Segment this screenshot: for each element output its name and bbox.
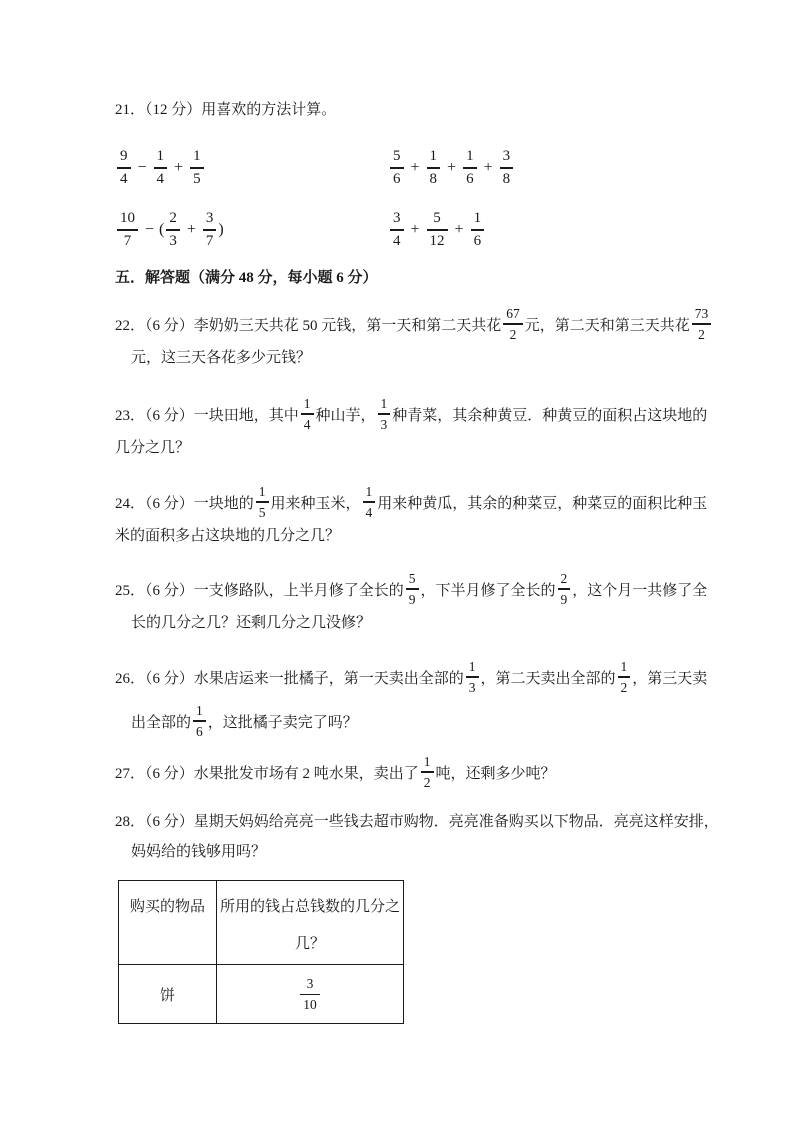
text-segment: 22．（6 分）李奶奶三天共花 50 元钱，第一天和第二天共花	[115, 317, 502, 334]
fraction	[190, 149, 204, 186]
fraction	[466, 660, 479, 694]
table-row	[119, 965, 404, 1024]
fraction-bar	[193, 720, 206, 721]
fraction-numerator: 1	[258, 483, 266, 499]
fraction-numerator: 10	[120, 210, 135, 227]
operator: +	[174, 159, 184, 176]
fraction-bar	[378, 413, 391, 414]
fraction-denominator: 3	[468, 679, 476, 695]
text-segment: 吨，还剩多少吨？	[435, 765, 556, 782]
question-22	[115, 302, 715, 366]
question-line	[115, 835, 715, 865]
question-line	[115, 567, 715, 611]
questions-list	[115, 302, 719, 865]
fraction-denominator: 9	[560, 591, 568, 607]
expression	[388, 149, 515, 186]
text-segment: 长的几分之几？还剩几分之几没修？	[131, 614, 372, 631]
fraction	[500, 149, 514, 186]
question-line	[115, 392, 715, 436]
fraction-bar	[363, 501, 376, 502]
fraction-denominator: 6	[196, 723, 203, 739]
question-23	[115, 392, 715, 456]
text-segment: 用来种玉米，	[270, 495, 361, 512]
operator: +	[186, 221, 196, 238]
question-26	[115, 655, 715, 743]
fraction-bar	[427, 167, 441, 168]
fraction-denominator: 4	[156, 170, 165, 187]
question-line	[115, 655, 715, 699]
expression-row	[115, 146, 715, 190]
question-21-expressions	[115, 146, 715, 252]
expression	[388, 211, 486, 248]
fraction-bar	[390, 167, 404, 168]
fraction	[378, 397, 391, 431]
fraction-denominator: 2	[509, 326, 517, 342]
table-header-row	[119, 881, 404, 965]
question-line	[115, 302, 715, 346]
operator: −	[145, 221, 155, 238]
fraction-numerator: 1	[193, 148, 201, 165]
fraction-denominator: 2	[620, 679, 628, 695]
fraction-bar	[503, 323, 523, 324]
fraction-numerator: 1	[468, 658, 476, 674]
text-segment: 26．（6 分）水果店运来一批橘子，第一天卖出全部的	[115, 670, 464, 687]
fraction-numerator: 3	[306, 976, 314, 992]
fraction	[117, 211, 138, 248]
fraction-denominator: 5	[193, 170, 201, 187]
fraction-denominator: 2	[423, 774, 431, 790]
fraction-numerator: 9	[120, 148, 128, 165]
fraction-bar	[692, 323, 712, 324]
text-segment: 28．（6 分）星期天妈妈给亮亮一些钱去超市购物．亮亮准备购买以下物品．亮亮这样安排，	[115, 813, 719, 830]
fraction-numerator: 1	[423, 753, 431, 769]
text-segment: 27．（6 分）水果批发市场有 2 吨水果，卖出了	[115, 765, 419, 782]
question-line	[115, 436, 715, 456]
fraction-bar	[154, 167, 168, 168]
fraction-numerator: 1	[473, 210, 482, 227]
fraction-numerator: 1	[196, 702, 203, 718]
fraction-numerator: 2	[560, 570, 568, 586]
fraction-numerator: 5	[408, 570, 416, 586]
fraction-bar	[203, 229, 217, 230]
expression	[115, 149, 388, 186]
fraction-numerator: 1	[380, 395, 388, 411]
question-line	[115, 805, 719, 835]
text-segment: (	[159, 221, 165, 238]
text-segment: ，第二天卖出全部的	[480, 670, 616, 687]
fraction-denominator: 7	[123, 232, 132, 249]
fraction-bar	[466, 676, 479, 677]
fraction-bar	[421, 771, 434, 772]
fraction-denominator: 7	[205, 232, 214, 249]
fraction-bar	[618, 676, 631, 677]
text-segment: 米的面积多占这块地的几分之几？	[115, 527, 341, 544]
text-segment: 种青菜，其余种黄豆．种黄豆的面积占这块地的	[392, 407, 708, 424]
fraction	[618, 660, 631, 694]
fraction	[256, 485, 269, 519]
question-21-title: 21．（12 分）用喜欢的方法计算。	[115, 102, 337, 118]
fraction	[692, 307, 712, 341]
fraction-bar	[471, 229, 485, 230]
fraction-numerator: 1	[303, 395, 311, 411]
fraction	[390, 149, 404, 186]
fraction	[406, 572, 419, 606]
fraction-bar	[463, 167, 477, 168]
fraction	[427, 149, 441, 186]
fraction-numerator: 3	[502, 148, 511, 165]
fraction	[301, 397, 314, 431]
fraction-denominator: 4	[393, 232, 401, 249]
page-content	[115, 100, 719, 1024]
fraction	[503, 307, 523, 341]
text-segment: ，这个月一共修了全	[572, 582, 708, 599]
fraction-numerator: 2	[169, 210, 177, 227]
item-cell: 饼	[119, 965, 217, 1024]
question-line	[115, 480, 715, 524]
fraction-denominator: 8	[502, 170, 511, 187]
fraction	[471, 211, 485, 248]
table-header-usage	[217, 881, 404, 965]
question-27	[115, 750, 715, 794]
fraction-numerator: 1	[365, 483, 373, 499]
fraction-denominator: 6	[466, 170, 474, 187]
fraction	[558, 572, 571, 606]
fraction-numerator: 1	[620, 658, 628, 674]
fraction-denominator: 3	[169, 232, 177, 249]
text-segment: ，下半月修了全长的	[420, 582, 556, 599]
question-25	[115, 567, 715, 631]
table-header-usage-line1: 所用的钱占总钱数的几分之	[219, 899, 400, 915]
text-segment: )	[218, 221, 224, 238]
operator: +	[483, 159, 493, 176]
fraction	[363, 485, 376, 519]
fraction-denominator: 10	[303, 997, 317, 1013]
expression-row	[115, 208, 715, 252]
fraction	[203, 211, 217, 248]
text-segment: 种山芋，	[315, 407, 376, 424]
question-24	[115, 480, 715, 544]
text-segment: ，第三天卖	[632, 670, 708, 687]
fraction	[154, 149, 168, 186]
fraction	[421, 755, 434, 789]
question-line	[115, 524, 715, 544]
fraction-bar	[190, 167, 204, 168]
text-segment: 元，这三天各花多少元钱？	[131, 349, 312, 366]
text-segment: ，这批橘子卖完了吗？	[207, 714, 358, 731]
fraction-numerator: 5	[393, 148, 401, 165]
fraction-numerator: 67	[506, 305, 520, 321]
fraction-denominator: 3	[380, 416, 388, 432]
fraction	[427, 211, 448, 248]
fraction	[117, 149, 131, 186]
operator: +	[454, 221, 464, 238]
fraction-denominator: 2	[698, 326, 705, 342]
operator: −	[137, 159, 147, 176]
question-line	[115, 346, 715, 366]
fraction-denominator: 12	[429, 232, 445, 249]
fraction-denominator: 4	[303, 416, 311, 432]
text-segment: 元，第二天和第三天共花	[524, 317, 690, 334]
fraction-denominator: 5	[258, 504, 266, 520]
fraction-bar	[500, 167, 514, 168]
question-line	[115, 750, 715, 794]
operator: +	[447, 159, 457, 176]
fraction-numerator: 1	[466, 148, 474, 165]
fraction-denominator: 4	[120, 170, 128, 187]
fraction-denominator: 4	[365, 504, 373, 520]
table-header-item: 购买的物品	[119, 881, 217, 965]
fraction-bar	[406, 588, 419, 589]
fraction-denominator: 9	[408, 591, 416, 607]
q28-items-table	[118, 880, 404, 1024]
fraction	[166, 211, 180, 248]
fraction-numerator: 3	[393, 210, 401, 227]
fraction-bar	[256, 501, 269, 502]
operator: +	[410, 159, 420, 176]
fraction-numerator: 5	[433, 210, 441, 227]
fraction-denominator: 8	[429, 170, 438, 187]
fraction	[300, 977, 320, 1011]
fraction-bar	[427, 229, 448, 230]
fraction-numerator: 1	[429, 148, 438, 165]
fraction-denominator: 6	[393, 170, 401, 187]
fraction-bar	[390, 229, 404, 230]
fraction	[463, 149, 477, 186]
usage-cell	[217, 965, 404, 1024]
fraction-bar	[300, 994, 320, 995]
fraction-bar	[166, 229, 180, 230]
question-line	[115, 699, 715, 743]
question-28	[115, 805, 719, 865]
text-segment: 用来种黄瓜，其余的种菜豆，种菜豆的面积比种玉	[377, 495, 708, 512]
fraction	[390, 211, 404, 248]
fraction-bar	[117, 167, 131, 168]
section-5-title: 五．解答题（满分 48 分，每小题 6 分）	[115, 270, 378, 286]
text-segment: 出全部的	[131, 714, 192, 731]
fraction-numerator: 3	[205, 210, 214, 227]
fraction	[193, 704, 206, 738]
table-header-usage-line2: 几？	[294, 936, 325, 952]
question-line	[115, 611, 715, 631]
operator: +	[410, 221, 420, 238]
fraction-denominator: 6	[473, 232, 482, 249]
fraction-bar	[117, 229, 138, 230]
fraction-numerator: 73	[694, 305, 709, 321]
fraction-numerator: 1	[156, 148, 165, 165]
text-segment: 23．（6 分）一块田地，其中	[115, 407, 299, 424]
expression	[115, 211, 388, 248]
text-segment: 几分之几？	[115, 439, 191, 456]
text-segment: 25．（6 分）一支修路队，上半月修了全长的	[115, 582, 404, 599]
text-segment: 24．（6 分）一块地的	[115, 495, 254, 512]
fraction-bar	[301, 413, 314, 414]
fraction-bar	[558, 588, 571, 589]
text-segment: 妈妈给的钱够用吗？	[131, 843, 267, 860]
